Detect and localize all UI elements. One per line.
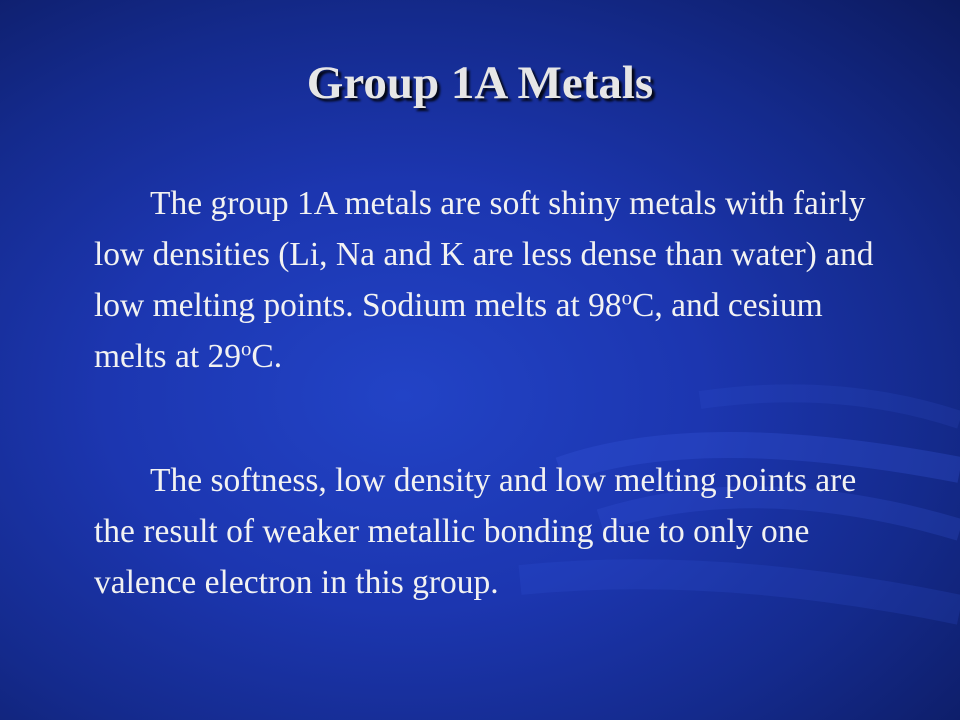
paragraph-1-text: C, and cesium melts at 29 <box>94 287 823 375</box>
paragraph-2: The softness, low density and low melting points are the result of weaker metallic bonding due to only one valence electron in this group. <box>94 462 857 601</box>
degree-superscript: o <box>621 286 633 310</box>
paragraph-1-text: C. <box>251 338 283 375</box>
degree-superscript: o <box>241 337 252 361</box>
slide-title: Group 1A Metals <box>306 57 654 109</box>
paragraph-1-text: The group 1A metals are soft shiny metals with fairly low densities (Li, Na and K are less dense than water) and low melting points. Sodium melts at 98 <box>94 185 874 324</box>
paragraph-1 <box>94 178 894 382</box>
